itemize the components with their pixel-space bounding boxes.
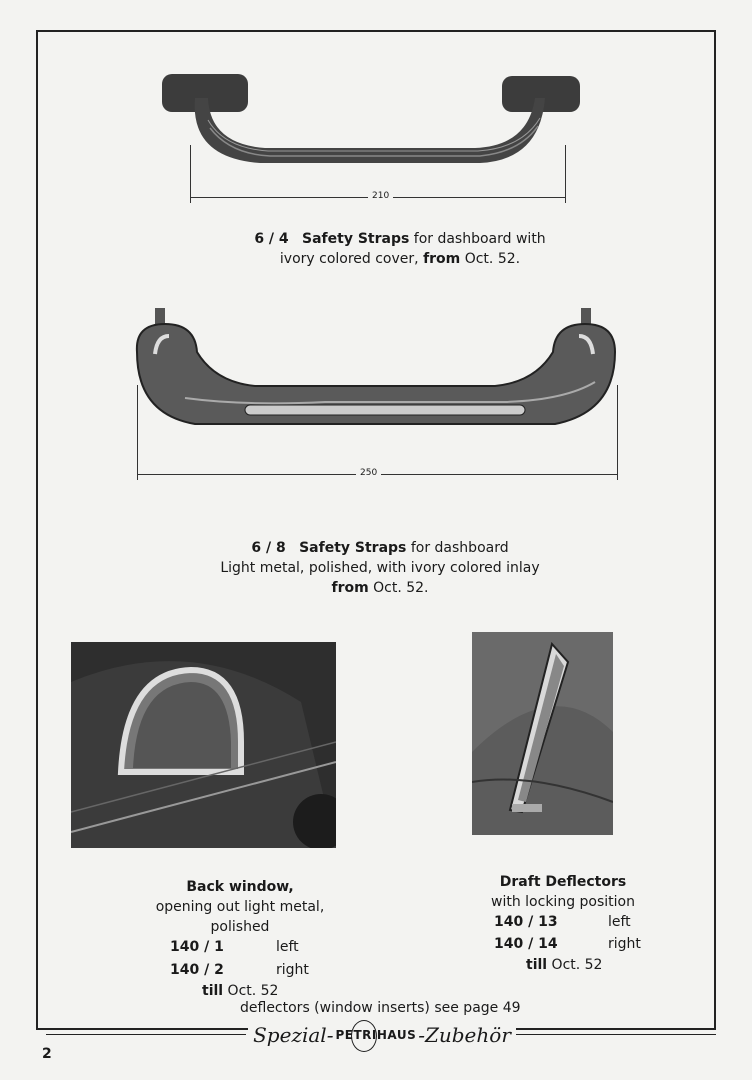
back-window-side-2: right — [276, 962, 309, 978]
draft-deflector-photo — [472, 632, 613, 835]
item1-caption-line1 — [150, 229, 650, 249]
item2-caption-line1 — [130, 538, 630, 558]
dimension-label-210: 210 — [368, 191, 393, 201]
item2-title: Safety Straps — [299, 540, 407, 556]
item2-date: Oct. 52. — [373, 580, 429, 596]
item2-number: 6 / 8 — [251, 540, 286, 556]
page-number: 2 — [42, 1046, 52, 1062]
item1-desc2: ivory colored cover, — [279, 251, 419, 267]
deflector-side-2: right — [608, 936, 641, 952]
footer-rule-left — [46, 1034, 246, 1035]
footer-rule-right — [512, 1034, 716, 1035]
back-window-photo — [71, 642, 336, 848]
footer-left: Spezial- — [253, 1023, 334, 1047]
footer-right: -Zubehör — [418, 1023, 511, 1047]
back-window-till: till Oct. 52 — [202, 983, 279, 999]
draft-deflectors-title: Draft Deflectors — [499, 874, 627, 890]
item2-caption-line3 — [130, 578, 630, 598]
back-window-title: Back window, — [186, 879, 294, 895]
item1-desc: for dashboard with — [413, 231, 546, 247]
item1-title: Safety Straps — [302, 231, 410, 247]
item1-number: 6 / 4 — [254, 231, 289, 247]
dimension-tick — [617, 385, 618, 480]
draft-deflectors-line2: with locking position — [491, 894, 635, 910]
deflector-till: till Oct. 52 — [526, 957, 603, 973]
logo-circle — [351, 1020, 377, 1052]
dimension-tick — [190, 145, 191, 203]
footer-brand — [248, 1018, 516, 1052]
back-window-side-1: left — [276, 939, 299, 955]
dimension-tick — [565, 145, 566, 203]
deflector-code-2: 140 / 14 — [494, 936, 558, 952]
back-window-line2: opening out light metal, — [155, 899, 325, 915]
brand-logo: PETRI HAUS — [335, 1028, 416, 1042]
back-window-line3: polished — [210, 919, 270, 935]
back-window-code-1: 140 / 1 — [170, 939, 224, 955]
window-inserts-note: deflectors (window inserts) see page 49 — [240, 1000, 521, 1016]
item2-desc: for dashboard — [410, 540, 509, 556]
item1-date: Oct. 52. — [464, 251, 521, 267]
item1-from: from — [423, 251, 461, 267]
dimension-tick — [137, 385, 138, 480]
back-window-code-2: 140 / 2 — [170, 962, 224, 978]
deflector-side-1: left — [608, 914, 631, 930]
safety-strap-6-4-illustration — [150, 68, 600, 178]
deflector-code-1: 140 / 13 — [494, 914, 558, 930]
item1-caption-line2 — [150, 249, 650, 269]
item2-from: from — [331, 580, 369, 596]
dimension-label-250: 250 — [356, 468, 381, 478]
item2-caption-line2: Light metal, polished, with ivory colored inlay — [220, 560, 540, 576]
safety-strap-6-8-illustration — [125, 302, 625, 442]
